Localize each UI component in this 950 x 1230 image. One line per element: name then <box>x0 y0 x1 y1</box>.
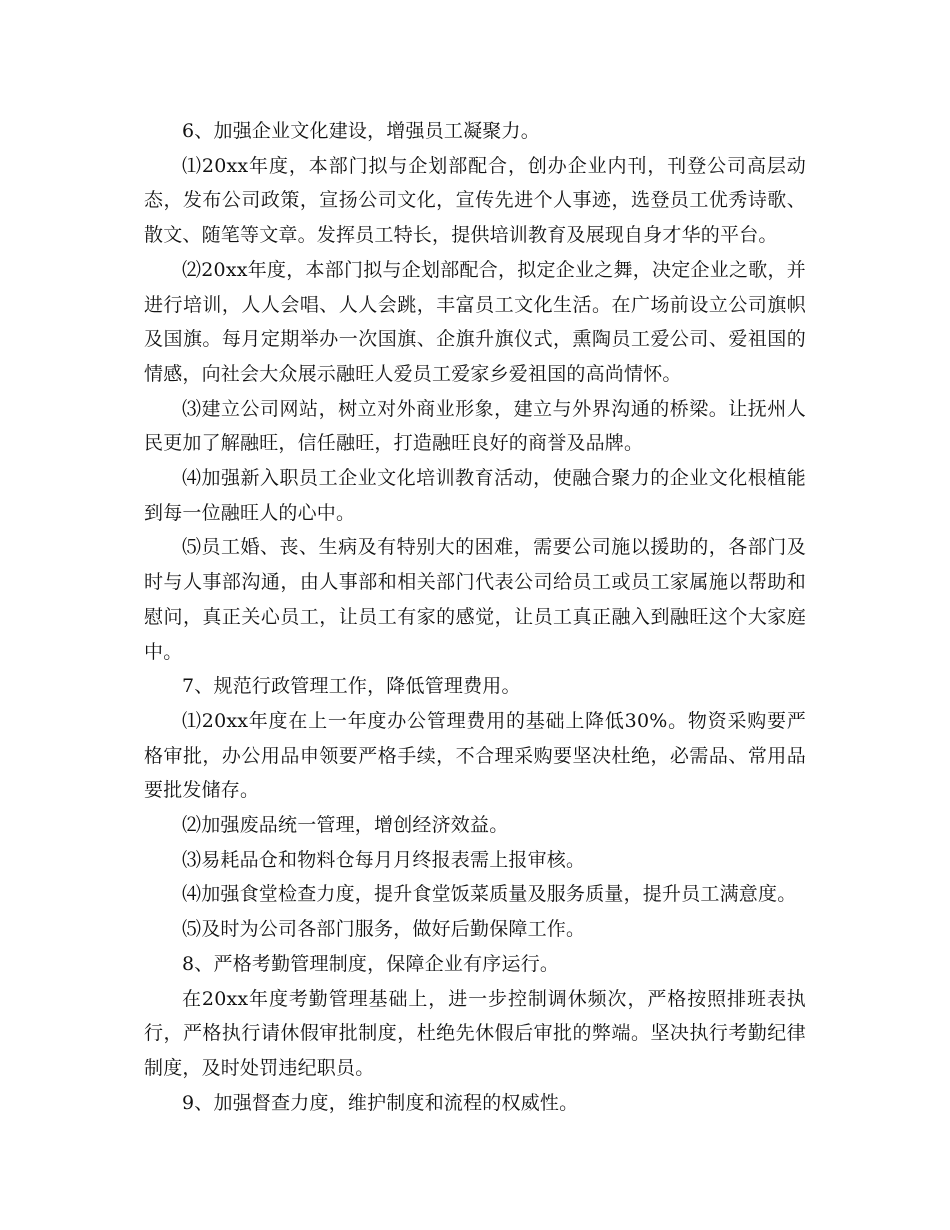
paragraph-6-2: ⑵20xx年度，本部门拟与企划部配合，拟定企业之舞，决定企业之歌，并进行培训，人人会唱、人人会跳，丰富员工文化生活。在广场前设立公司旗帜及国旗。每月定期举办一次国旗、企旗升旗仪式，熏陶员工爱公司、爱祖国的情感，向社会大众展示融旺人爱员工爱家乡爱祖国的高尚情怀。 <box>144 258 806 385</box>
paragraph-7-3: ⑶易耗品仓和物料仓每月月终报表需上报审核。 <box>182 848 586 871</box>
section-heading-8: 8、严格考勤管理制度，保障企业有序运行。 <box>182 952 560 975</box>
section-heading-9: 9、加强督查力度，维护制度和流程的权威性。 <box>182 1091 579 1114</box>
paragraph-8-body: 在20xx年度考勤管理基础上，进一步控制调休频次，严格按照排班表执行，严格执行请休假审批制度，杜绝先休假后审批的弊端。坚决执行考勤纪律制度，及时处罚违纪职员。 <box>144 987 806 1079</box>
paragraph-6-4: ⑷加强新入职员工企业文化培训教育活动，使融合聚力的企业文化根植能到每一位融旺人的心中。 <box>144 467 806 524</box>
paragraph-6-5: ⑸员工婚、丧、生病及有特别大的困难，需要公司施以援助的，各部门及时与人事部沟通，由人事部和相关部门代表公司给员工或员工家属施以帮助和慰问，真正关心员工，让员工有家的感觉，让员工真正融入到融旺这个大家庭中。 <box>144 536 806 663</box>
section-heading-7: 7、规范行政管理工作，降低管理费用。 <box>182 675 521 698</box>
paragraph-7-2: ⑵加强废品统一管理，增创经济效益。 <box>182 814 509 837</box>
paragraph-7-4: ⑷加强食堂检查力度，提升食堂饭菜质量及服务质量，提升员工满意度。 <box>182 883 797 906</box>
paragraph-7-5: ⑸及时为公司各部门服务，做好后勤保障工作。 <box>182 918 586 941</box>
paragraph-6-3: ⑶建立公司网站，树立对外商业形象，建立与外界沟通的桥梁。让抚州人民更加了解融旺，信任融旺，打造融旺良好的商誉及品牌。 <box>144 397 806 455</box>
paragraph-7-1: ⑴20xx年度在上一年度办公管理费用的基础上降低30%。物资采购要严格审批，办公用品申领要严格手续，不合理采购要坚决杜绝，必需品、常用品要批发储存。 <box>144 709 806 802</box>
section-heading-6: 6、加强企业文化建设，增强员工凝聚力。 <box>182 120 540 142</box>
paragraph-6-1: ⑴20xx年度，本部门拟与企划部配合，创办企业内刊，刊登公司高层动态，发布公司政策，宣扬公司文化，宣传先进个人事迹，选登员工优秀诗歌、散文、随笔等文章。发挥员工特长，提供培训教育及展现自身才华的平台。 <box>144 154 806 247</box>
